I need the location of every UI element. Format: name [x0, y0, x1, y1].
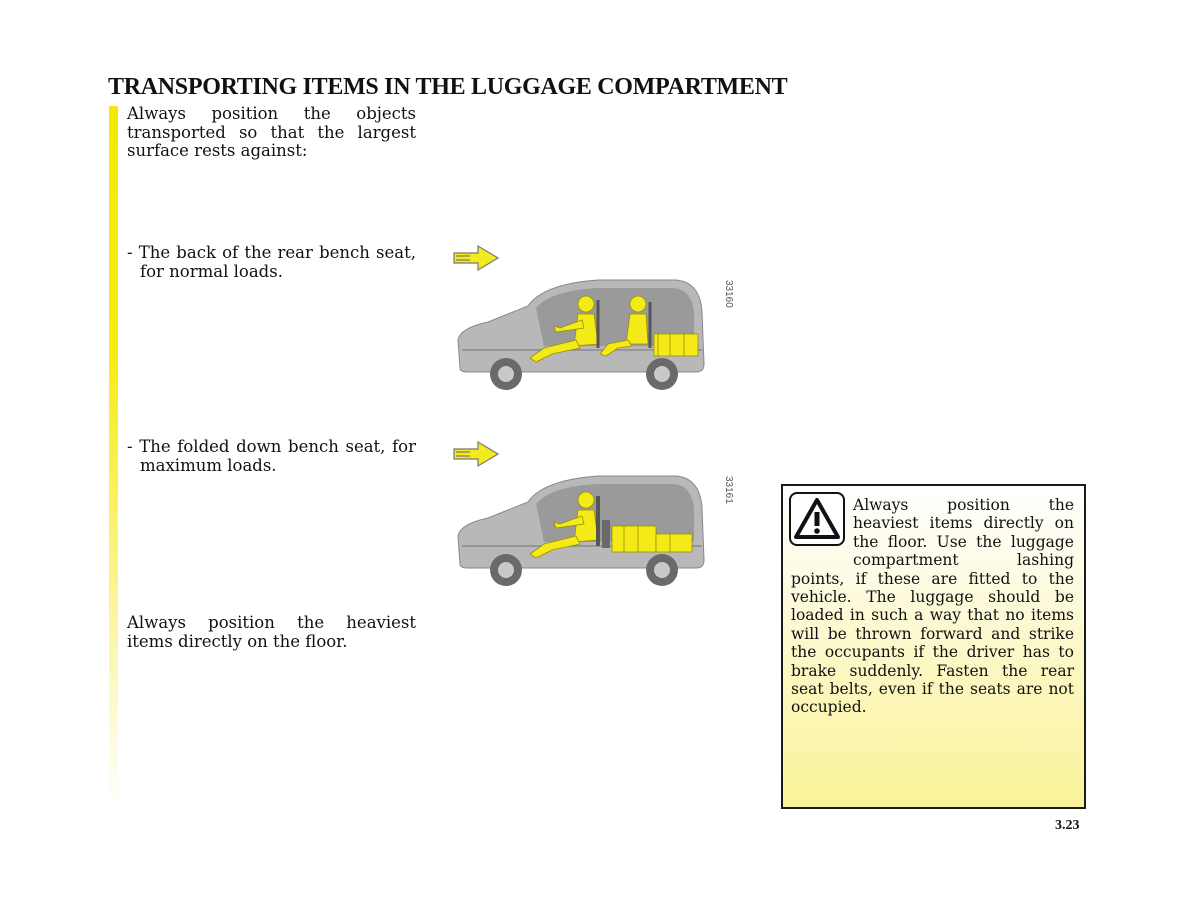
warning-text: Always position the heaviest items directly on the floor. Use the luggage compartment lashing points, if these are fitted to the vehicle. The luggage should be loaded in such a way that no items will be thrown forward and strike the occupants if the driver has to brake suddenly. Fasten the rear seat belts, even if the seats are not occupied. — [791, 496, 1074, 717]
list-item-normal-loads: - The back of the rear bench seat, for normal loads. — [127, 243, 416, 281]
page-number: 3.23 — [1055, 818, 1080, 833]
figure-maximum-loads — [448, 436, 738, 600]
arrow-right-icon — [454, 246, 498, 270]
warning-box — [781, 484, 1086, 809]
section-marker-bar — [109, 106, 118, 806]
figure-code: 33161 — [723, 476, 734, 504]
figure-normal-loads — [448, 240, 738, 404]
page-title: TRANSPORTING ITEMS IN THE LUGGAGE COMPARTMENT — [108, 74, 788, 100]
van-illustration-normal-load — [458, 280, 704, 390]
arrow-right-icon — [454, 442, 498, 466]
van-illustration-maximum-load — [458, 476, 704, 586]
intro-paragraph: Always position the objects transported so that the largest surface rests against: — [127, 104, 416, 160]
warning-triangle-icon — [789, 492, 845, 546]
figure-code: 33160 — [723, 280, 734, 308]
list-item-maximum-loads: - The folded down bench seat, for maximum loads. — [127, 437, 416, 475]
heavy-items-paragraph: Always position the heaviest items directly on the floor. — [127, 613, 416, 651]
